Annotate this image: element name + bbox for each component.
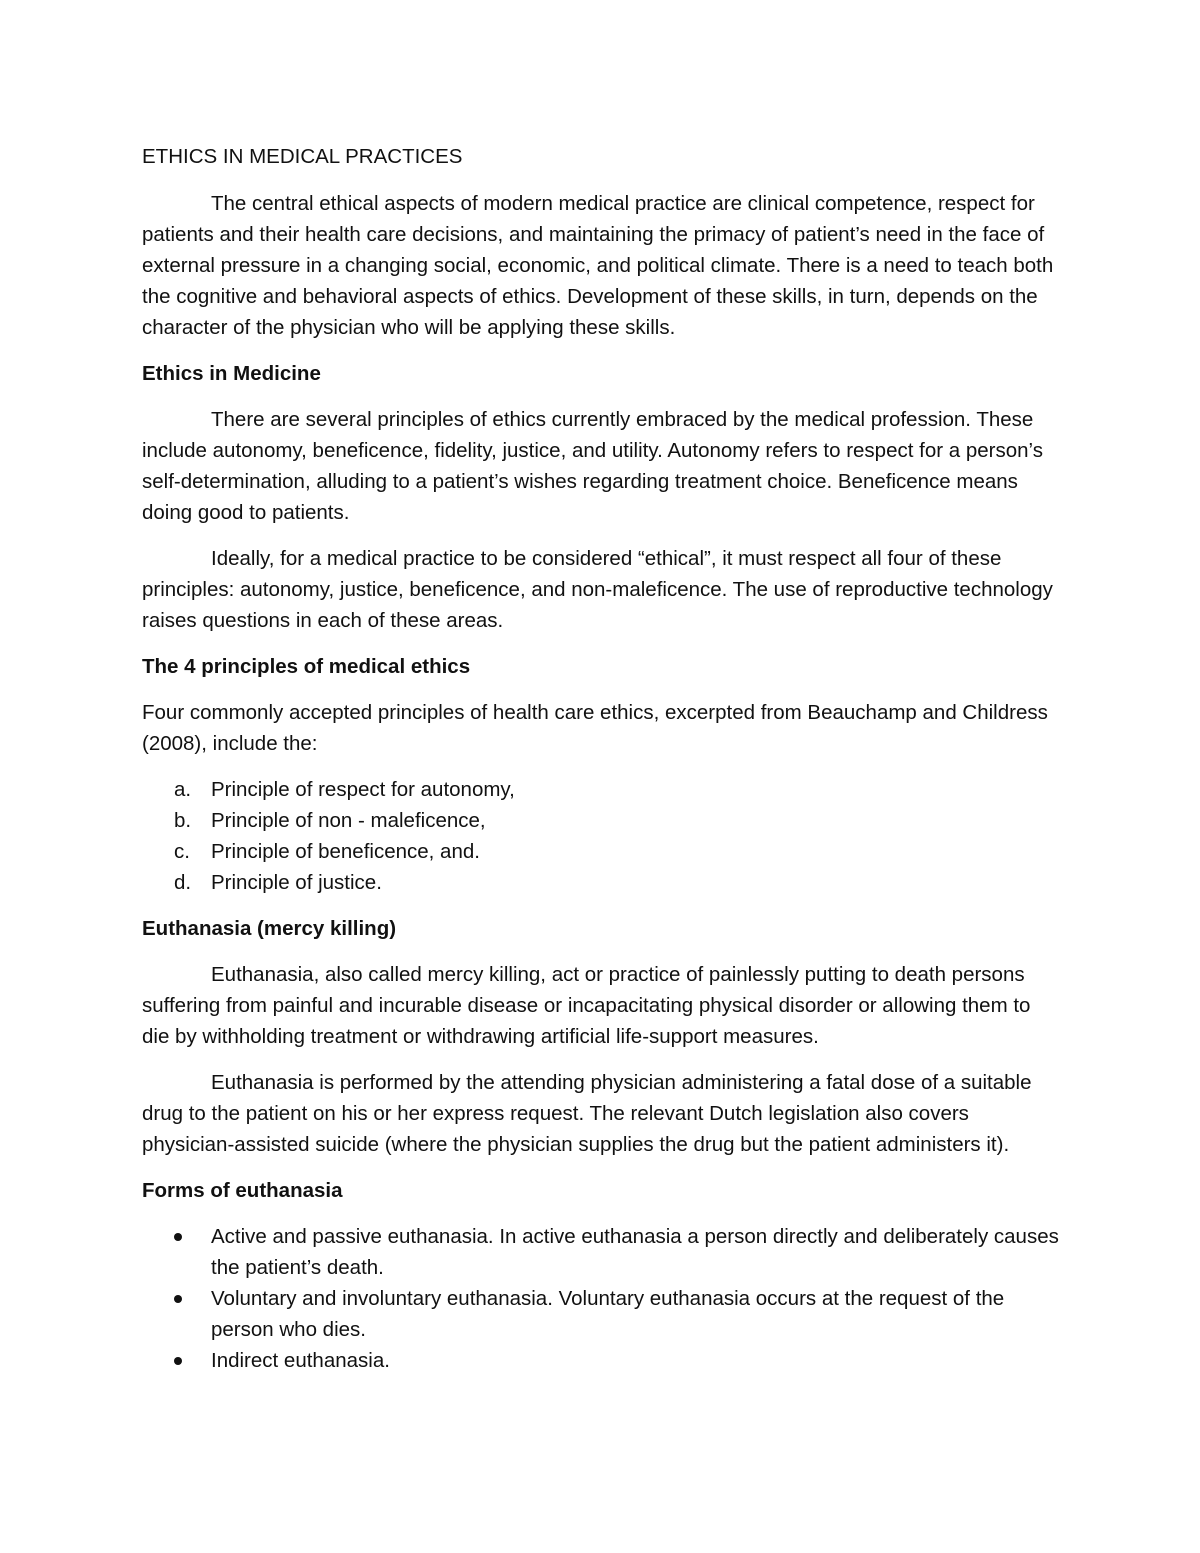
ethics-medicine-paragraph-2: Ideally, for a medical practice to be considered “ethical”, it must respect all four of these principles: autonomy, justice, beneficence, and non-maleficence. The use of reproductive technology raises questions in each of these areas. — [142, 547, 1053, 632]
list-item-text: Principle of non - maleficence, — [211, 809, 486, 832]
list-item-text: Voluntary and involuntary euthanasia. Voluntary euthanasia occurs at the request of the person who dies. — [211, 1287, 1005, 1341]
heading-four-principles: The 4 principles of medical ethics — [142, 655, 471, 678]
list-marker: d. — [174, 871, 192, 894]
bullet-icon — [174, 1357, 182, 1365]
list-item-text: Active and passive euthanasia. In active euthanasia a person directly and deliberately causes the patient’s death. — [211, 1225, 1059, 1279]
euthanasia-paragraph-1: Euthanasia, also called mercy killing, act or practice of painlessly putting to death persons suffering from painful and incurable disease or incapacitating physical disorder or allowing them to die by withholding treatment or withdrawing artificial life-support measures. — [142, 963, 1031, 1048]
ethics-medicine-paragraph-1: There are several principles of ethics currently embraced by the medical profession. These include autonomy, beneficence, fidelity, justice, and utility. Autonomy refers to respect for a person’s self-determination, alluding to a patient’s wishes regarding treatment choice. Beneficence means doing good to patients. — [142, 408, 1043, 524]
document-title: ETHICS IN MEDICAL PRACTICES — [142, 145, 463, 168]
forms-list — [142, 1221, 1062, 1376]
principles-list — [142, 774, 1062, 898]
intro-paragraph: The central ethical aspects of modern medical practice are clinical competence, respect for patients and their health care decisions, and maintaining the primacy of patient’s need in the face of external pressure in a changing social, economic, and political climate. There is a need to teach both the cognitive and behavioral aspects of ethics. Development of these skills, in turn, depends on the character of the physician who will be applying these skills. — [142, 192, 1054, 339]
euthanasia-paragraph-2: Euthanasia is performed by the attending physician administering a fatal dose of a suitable drug to the patient on his or her express request. The relevant Dutch legislation also covers physician-assisted suicide (where the physician supplies the drug but the patient administers it). — [142, 1071, 1032, 1156]
list-item — [142, 805, 1062, 836]
four-principles-paragraph: Four commonly accepted principles of health care ethics, excerpted from Beauchamp and Childress (2008), include the: — [142, 701, 1048, 755]
bullet-icon — [174, 1295, 182, 1303]
document-page — [142, 141, 1062, 1391]
list-item — [142, 867, 1062, 898]
heading-forms-of-euthanasia: Forms of euthanasia — [142, 1179, 343, 1202]
list-marker: c. — [174, 840, 190, 863]
list-marker: b. — [174, 809, 192, 832]
list-item — [142, 774, 1062, 805]
list-item-text: Indirect euthanasia. — [211, 1349, 390, 1372]
list-marker: a. — [174, 778, 192, 801]
list-item-text: Principle of beneficence, and. — [211, 840, 480, 863]
list-item — [142, 1283, 1062, 1345]
bullet-icon — [174, 1233, 182, 1241]
list-item — [142, 836, 1062, 867]
heading-ethics-in-medicine: Ethics in Medicine — [142, 362, 321, 385]
list-item-text: Principle of respect for autonomy, — [211, 778, 515, 801]
list-item — [142, 1221, 1062, 1283]
list-item-text: Principle of justice. — [211, 871, 382, 894]
heading-euthanasia: Euthanasia (mercy killing) — [142, 917, 397, 940]
list-item — [142, 1345, 1062, 1376]
